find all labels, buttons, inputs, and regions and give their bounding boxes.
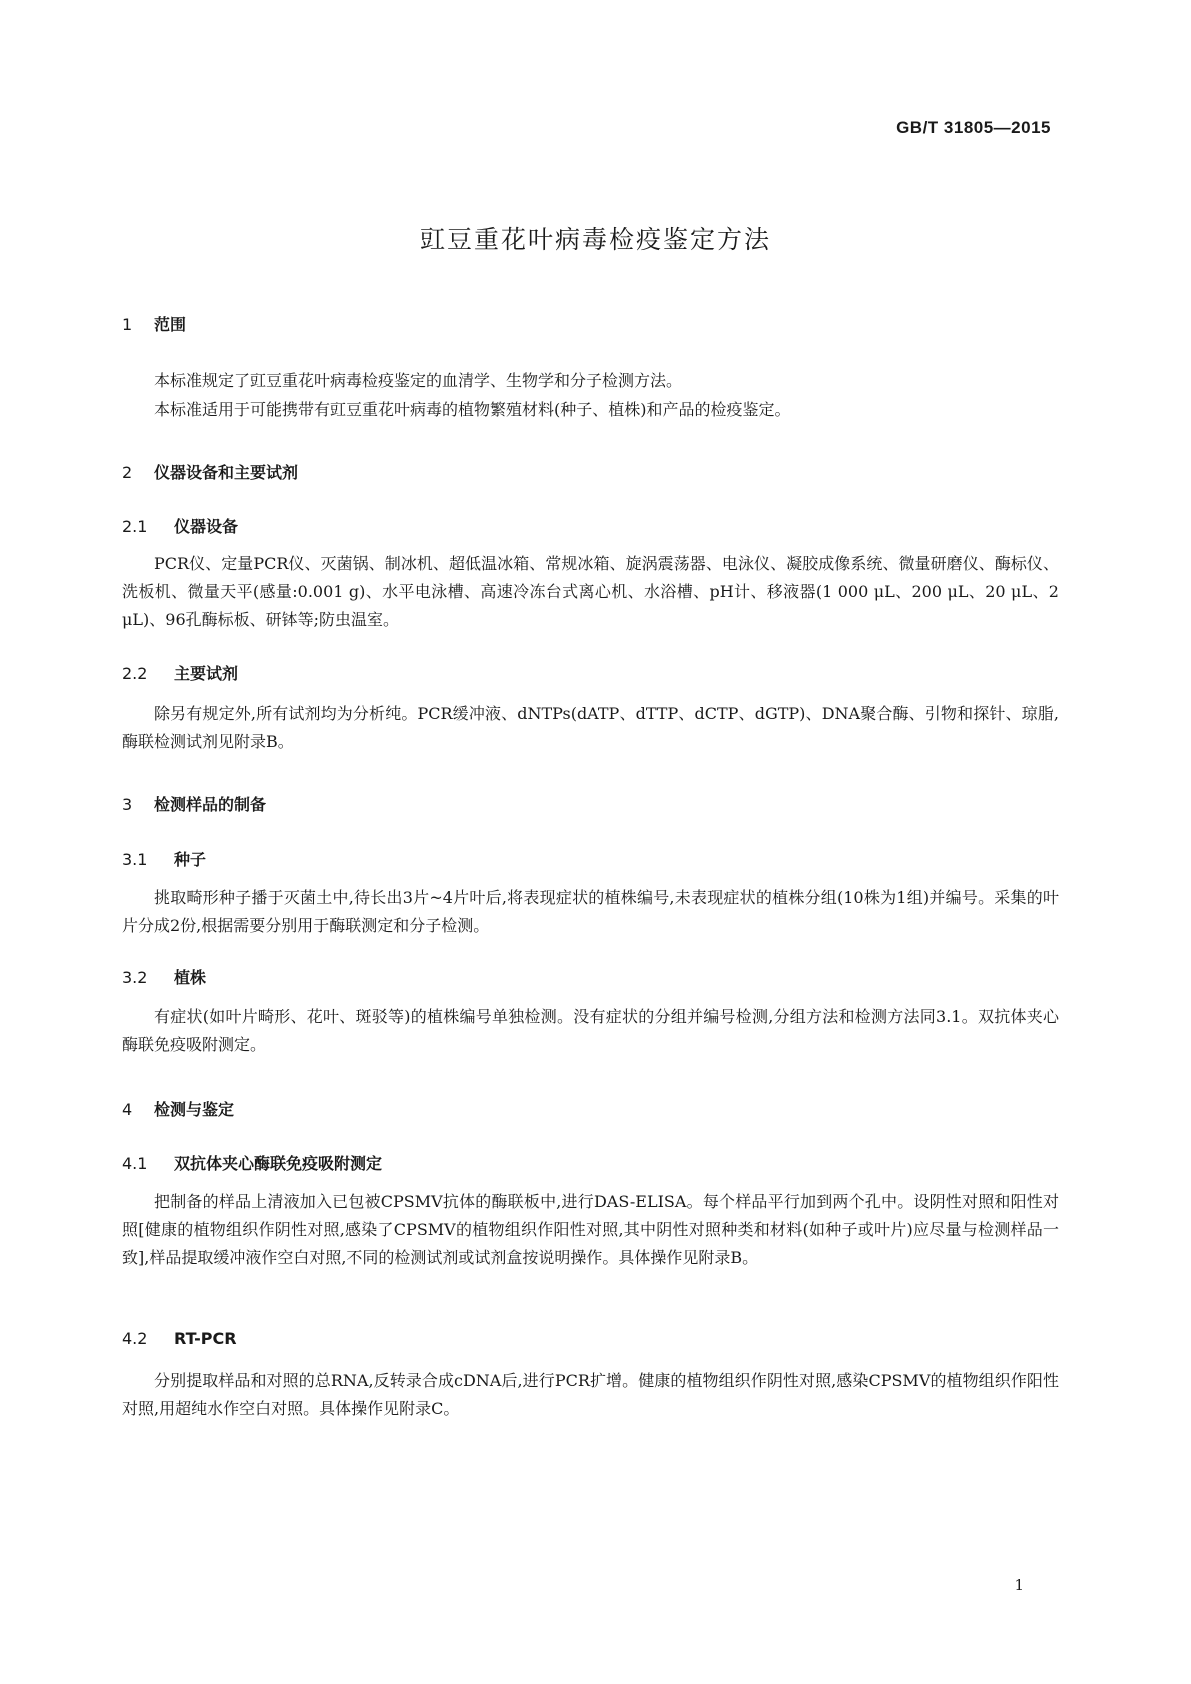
section-2-2-heading [122,661,238,684]
section-4-heading [122,1097,234,1120]
section-4-1-paragraph: 把制备的样品上清液加入已包被CPSMV抗体的酶联板中,进行DAS-ELISA。每个样品平行加到两个孔中。设阴性对照和阳性对照[健康的植物组织作阴性对照,感染了CPSMV的植物组织作阳性对照,其中阴性对照种类和材料(如种子或叶片)应尽量与检测样品一致],样品提取缓冲液作空白对照,不同的检测试剂或试剂盒按说明操作。具体操作见附录B。 [122,1192,1059,1267]
section-1-paragraph-1: 本标准规定了豇豆重花叶病毒检疫鉴定的血清学、生物学和分子检测方法。 [154,371,683,390]
section-title: RT-PCR [174,1329,237,1348]
section-title: 种子 [174,850,207,869]
section-4-1-heading [122,1151,382,1174]
section-2-heading [122,460,298,483]
document-title: 豇豆重花叶病毒检疫鉴定方法 [419,225,771,254]
section-1-paragraph-2: 本标准适用于可能携带有豇豆重花叶病毒的植物繁殖材料(种子、植株)和产品的检疫鉴定。 [154,400,791,419]
section-2-2-paragraph: 除另有规定外,所有试剂均为分析纯。PCR缓冲液、dNTPs(dATP、dTTP、dCTP、dGTP)、DNA聚合酶、引物和探针、琼脂,酶联检测试剂见附录B。 [122,704,1059,751]
section-number: 4.2 [122,1329,148,1348]
section-number: 2 [122,463,133,482]
section-number: 4.1 [122,1154,148,1173]
section-number: 3.1 [122,850,148,869]
section-2-1-heading [122,514,238,537]
section-title: 仪器设备 [174,517,239,536]
section-3-1-paragraph: 挑取畸形种子播于灭菌土中,待长出3片~4片叶后,将表现症状的植株编号,未表现症状的植株分组(10株为1组)并编号。采集的叶片分成2份,根据需要分别用于酶联测定和分子检测。 [122,888,1059,935]
section-number: 1 [122,315,133,334]
section-3-2-paragraph: 有症状(如叶片畸形、花叶、斑驳等)的植株编号单独检测。没有症状的分组并编号检测,分组方法和检测方法同3.1。双抗体夹心酶联免疫吸附测定。 [122,1007,1059,1054]
section-number: 3.2 [122,968,148,987]
section-1-heading [122,312,186,335]
section-title: 范围 [154,315,187,334]
section-title: 主要试剂 [174,664,239,683]
section-2-1-paragraph: PCR仪、定量PCR仪、灭菌锅、制冰机、超低温冰箱、常规冰箱、旋涡震荡器、电泳仪、凝胶成像系统、微量研磨仪、酶标仪、洗板机、微量天平(感量:0.001 g)、水平电泳槽、高速冷冻台式离心机、水浴槽、pH计、移液器(1 000 μL、200 μL、20 μL、2 μL)、96孔酶标板、研钵等;防虫温室。 [122,554,1059,629]
section-title: 植株 [174,968,207,987]
section-number: 2.1 [122,517,148,536]
section-number: 2.2 [122,664,148,683]
page-number: 1 [1014,1576,1024,1594]
section-4-2-paragraph: 分别提取样品和对照的总RNA,反转录合成cDNA后,进行PCR扩增。健康的植物组织作阴性对照,感染CPSMV的植物组织作阳性对照,用超纯水作空白对照。具体操作见附录C。 [122,1371,1059,1418]
section-4-2-heading [122,1329,237,1348]
section-title: 检测样品的制备 [154,795,267,814]
section-title: 双抗体夹心酶联免疫吸附测定 [174,1154,383,1173]
section-number: 4 [122,1100,133,1119]
section-3-2-heading [122,965,206,988]
section-title: 检测与鉴定 [154,1100,235,1119]
section-3-1-heading [122,847,206,870]
section-3-heading [122,792,266,815]
standard-number: GB/T 31805—2015 [896,118,1051,137]
section-number: 3 [122,795,133,814]
section-title: 仪器设备和主要试剂 [154,463,299,482]
